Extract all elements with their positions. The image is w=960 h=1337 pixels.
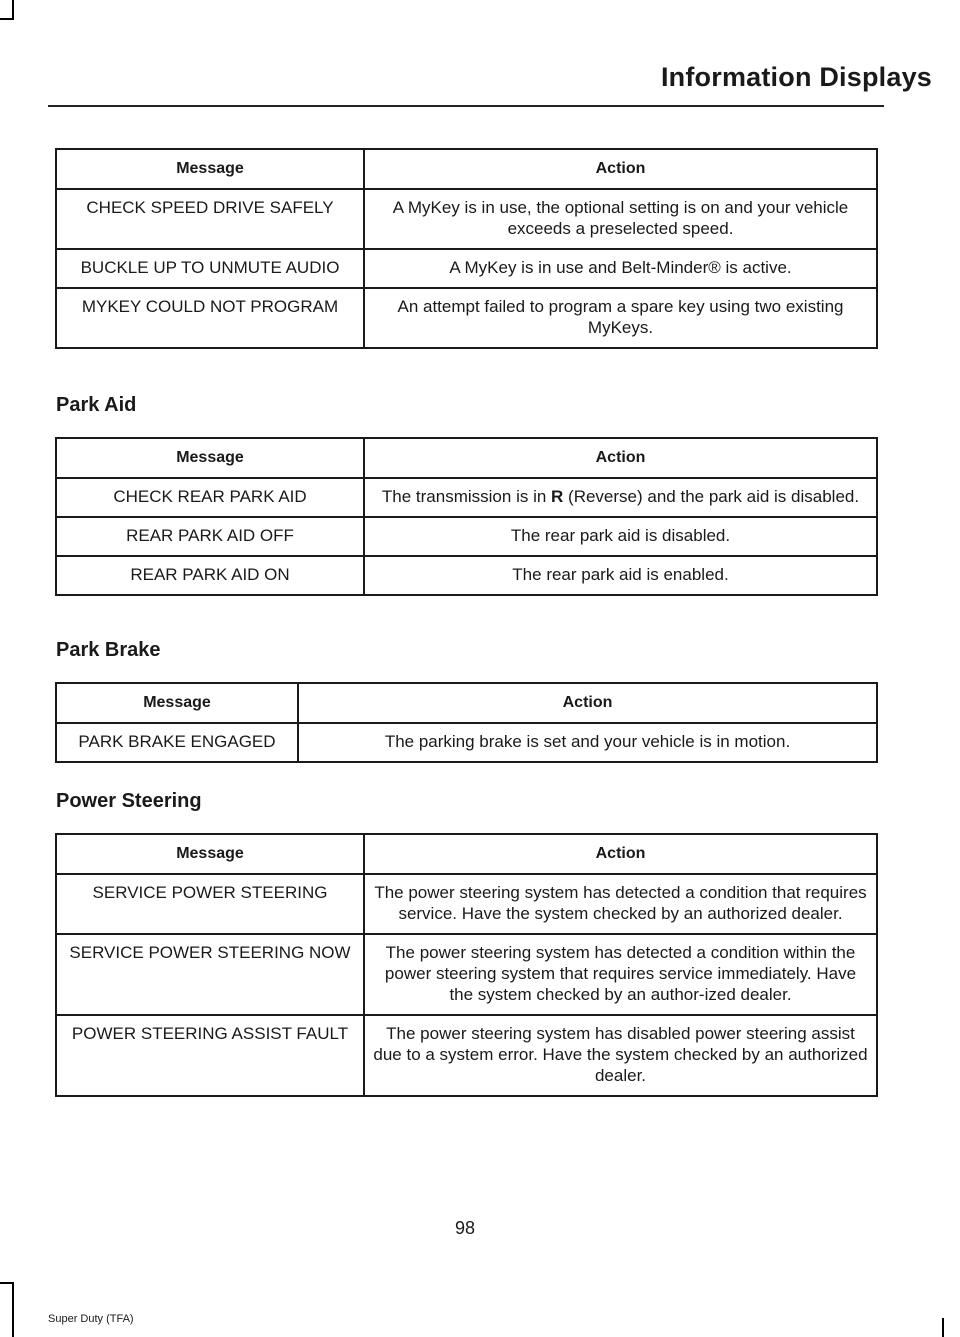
column-header-action: Action [364, 149, 877, 189]
table-row [56, 556, 877, 595]
action-cell: An attempt failed to program a spare key using two existing MyKeys. [364, 288, 877, 348]
table-header-row [56, 683, 877, 723]
park-aid-table [55, 437, 878, 596]
park-brake-table [55, 682, 878, 763]
action-cell: The power steering system has detected a condition within the power steering system that requires service immediately. Have the system checked by an author-ized dealer. [364, 934, 877, 1015]
message-cell: PARK BRAKE ENGAGED [56, 723, 298, 762]
table-row [56, 478, 877, 517]
mykey-messages-table [55, 148, 878, 349]
column-header-message: Message [56, 149, 364, 189]
table-header-row [56, 149, 877, 189]
table-row [56, 934, 877, 1015]
action-cell: The power steering system has detected a condition that requires service. Have the system checked by an authorized dealer. [364, 874, 877, 934]
section-title-power-steering: Power Steering [56, 790, 202, 812]
action-text: (Reverse) and the park aid is disabled. [563, 487, 860, 506]
message-cell: REAR PARK AID OFF [56, 517, 364, 556]
column-header-action: Action [364, 834, 877, 874]
column-header-message: Message [56, 683, 298, 723]
action-cell [364, 478, 877, 517]
crop-mark [0, 18, 14, 20]
message-cell: POWER STEERING ASSIST FAULT [56, 1015, 364, 1096]
crop-mark [12, 0, 14, 18]
action-cell: The rear park aid is disabled. [364, 517, 877, 556]
column-header-message: Message [56, 438, 364, 478]
action-cell: The parking brake is set and your vehicle is in motion. [298, 723, 877, 762]
column-header-message: Message [56, 834, 364, 874]
table-row [56, 1015, 877, 1096]
message-cell: MYKEY COULD NOT PROGRAM [56, 288, 364, 348]
action-text: The transmission is in [381, 487, 552, 506]
action-cell: A MyKey is in use, the optional setting is on and your vehicle exceeds a preselected speed. [364, 189, 877, 249]
power-steering-table [55, 833, 878, 1097]
section-title-park-brake: Park Brake [56, 639, 161, 661]
message-cell: SERVICE POWER STEERING NOW [56, 934, 364, 1015]
action-cell: The power steering system has disabled power steering assist due to a system error. Have the system checked by an authorized dealer. [364, 1015, 877, 1096]
crop-mark [0, 1282, 14, 1284]
crop-mark [12, 1282, 14, 1337]
page-title: Information Displays [660, 62, 932, 92]
column-header-action: Action [364, 438, 877, 478]
message-cell: BUCKLE UP TO UNMUTE AUDIO [56, 249, 364, 288]
page-number: 98 [454, 1218, 476, 1238]
table-row [56, 288, 877, 348]
action-cell: The rear park aid is enabled. [364, 556, 877, 595]
message-cell: CHECK REAR PARK AID [56, 478, 364, 517]
message-cell: SERVICE POWER STEERING [56, 874, 364, 934]
table-row [56, 723, 877, 762]
message-cell: REAR PARK AID ON [56, 556, 364, 595]
message-cell: CHECK SPEED DRIVE SAFELY [56, 189, 364, 249]
reverse-gear-symbol: R [551, 487, 564, 506]
table-row [56, 517, 877, 556]
table-row [56, 874, 877, 934]
footer-label: Super Duty (TFA) [48, 1313, 134, 1325]
table-header-row [56, 834, 877, 874]
table-row [56, 189, 877, 249]
section-title-park-aid: Park Aid [56, 394, 137, 416]
crop-mark [942, 1318, 944, 1337]
table-header-row [56, 438, 877, 478]
column-header-action: Action [298, 683, 877, 723]
header-divider [48, 105, 884, 107]
action-cell: A MyKey is in use and Belt-Minder® is active. [364, 249, 877, 288]
table-row [56, 249, 877, 288]
